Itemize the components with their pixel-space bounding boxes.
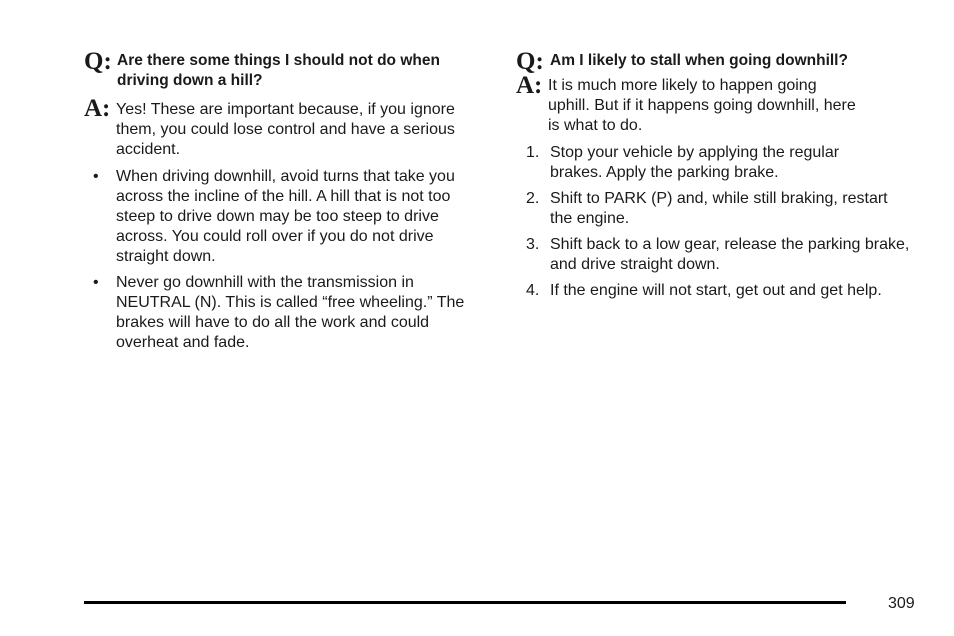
list-item xyxy=(516,189,890,229)
step-text: Shift to PARK (P) and, while still braking, restart the engine. xyxy=(550,190,888,227)
bullet-icon: • xyxy=(93,168,99,185)
a-marker: A: xyxy=(84,95,111,122)
answer-block xyxy=(516,72,916,136)
step-number: 2. xyxy=(526,190,540,207)
question-text: Are there some things I should not do when driving down a hill? xyxy=(117,52,440,89)
bullet-text: When driving downhill, avoid turns that take you across the incline of the hill. A hill that is not too steep to drive down may be too steep to drive across. You could roll over if you do not drive straight down. xyxy=(116,168,455,265)
q-marker: Q: xyxy=(84,48,112,75)
answer-text: It is much more likely to happen going uphill. But if it happens going downhill, here is what to do. xyxy=(548,77,856,134)
right-column xyxy=(516,46,916,301)
left-column xyxy=(84,46,476,353)
q-marker: Q: xyxy=(516,48,544,75)
a-marker: A: xyxy=(516,72,543,99)
step-number: 4. xyxy=(526,282,540,299)
list-item xyxy=(516,281,930,301)
step-text: Shift back to a low gear, release the parking brake, and drive straight down. xyxy=(550,236,910,273)
footer-rule xyxy=(84,601,846,604)
step-text: If the engine will not start, get out and get help. xyxy=(550,282,882,299)
list-item xyxy=(516,143,890,183)
step-number: 3. xyxy=(526,236,540,253)
question-text: Am I likely to stall when going downhill? xyxy=(550,52,848,69)
answer-block xyxy=(84,95,476,160)
question-block xyxy=(516,46,916,75)
step-text: Stop your vehicle by applying the regular brakes. Apply the parking brake. xyxy=(550,144,840,181)
bullet-icon: • xyxy=(93,274,99,291)
answer-text: Yes! These are important because, if you ignore them, you could lose control and have a serious accident. xyxy=(116,101,455,158)
list-item xyxy=(84,273,476,353)
question-block xyxy=(84,46,476,91)
bullet-text: Never go downhill with the transmission in NEUTRAL (N). This is called “free wheeling.” The brakes will have to do all the work and could overheat and fade. xyxy=(116,274,465,351)
page-number: 309 xyxy=(888,595,915,612)
step-number: 1. xyxy=(526,144,540,161)
bullet-list xyxy=(84,167,476,353)
steps-list xyxy=(516,143,916,301)
list-item xyxy=(516,235,910,275)
list-item xyxy=(84,167,476,267)
